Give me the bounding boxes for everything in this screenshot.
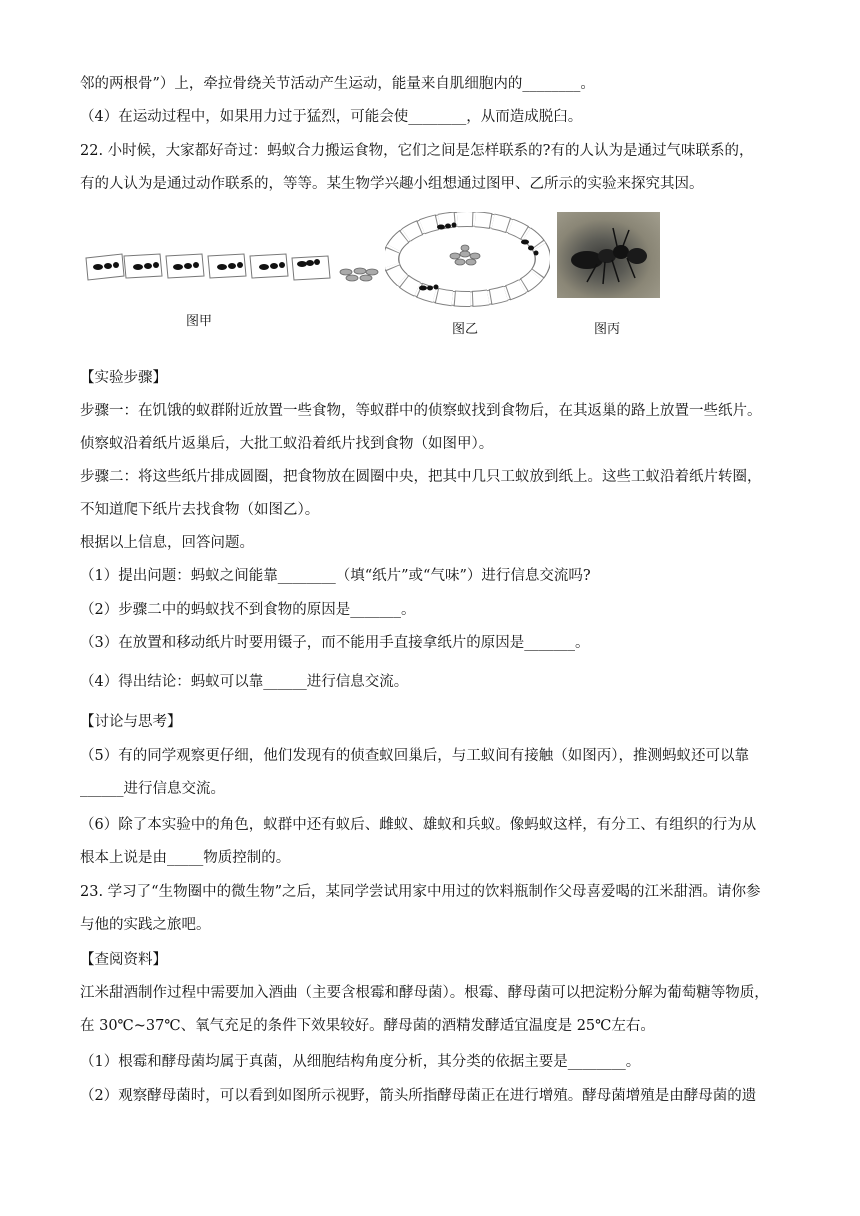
caption-bing: 图丙: [594, 322, 621, 337]
figure-jia: [84, 240, 384, 290]
line-16: ______进行信息交流。: [80, 781, 225, 797]
line-8: 不知道爬下纸片去找食物（如图乙）。: [80, 502, 320, 518]
line-15: （5）有的同学观察更仔细，他们发现有的侦查蚁回巢后，与工蚁间有接触（如图丙），推测蚂蚁还可以靠: [80, 748, 749, 764]
line-5: 步骤一：在饥饿的蚁群附近放置一些食物，等蚁群中的侦察蚁找到食物后，在其返巢的路上放置一些纸片。: [80, 403, 762, 419]
line-12: （3）在放置和移动纸片时要用镊子，而不能用手直接拿纸片的原因是_______。: [80, 635, 590, 651]
line-23: 在 30℃~37℃、氧气充足的条件下效果较好。酵母菌的酒精发酵适宜温度是 25℃左右。: [80, 1018, 655, 1034]
line-3: 有的人认为是通过动作联系的，等等。某生物学兴趣小组想通过图甲、乙所示的实验来探究其因。: [80, 176, 704, 192]
line-11: （2）步骤二中的蚂蚁找不到食物的原因是_______。: [80, 602, 416, 618]
line-6: 侦察蚁沿着纸片返巢后，大批工蚁沿着纸片找到食物（如图甲）。: [80, 436, 494, 452]
line-20: 与他的实践之旅吧。: [80, 917, 211, 933]
line-22: 江米甜酒制作过程中需要加入酒曲（主要含根霉和酵母菌）。根霉、酵母菌可以把淀粉分解为葡萄糖等物质，: [80, 985, 769, 1001]
line-0: 邻的两根骨”）上，牵拉骨绕关节活动产生运动，能量来自肌细胞内的________。: [80, 76, 595, 92]
line-9: 根据以上信息，回答问题。: [80, 535, 254, 551]
figure-bing-photo: [557, 212, 660, 298]
caption-yi: 图乙: [452, 322, 479, 337]
line-7: 步骤二：将这些纸片排成圆圈，把食物放在圆圈中央，把其中几只工蚁放到纸上。这些工蚁沿着纸片转圈，: [80, 469, 762, 485]
line-24: （1）根霉和酵母菌均属于真菌，从细胞结构角度分析，其分类的依据主要是________。: [80, 1054, 641, 1070]
line-19: 23. 学习了“生物圈中的微生物”之后，某同学尝试用家中用过的饮料瓶制作父母喜爱喝的江米甜酒。请你参: [80, 884, 761, 900]
caption-jia: 图甲: [186, 314, 213, 329]
line-1: （4）在运动过程中，如果用力过于猛烈，可能会使________，从而造成脱臼。: [80, 109, 583, 125]
line-4: 【实验步骤】: [80, 370, 167, 386]
line-17: （6）除了本实验中的角色，蚁群中还有蚁后、雌蚁、雄蚁和兵蚁。像蚂蚁这样，有分工、有组织的行为从: [80, 817, 757, 833]
line-13: （4）得出结论：蚂蚁可以靠______进行信息交流。: [80, 674, 409, 690]
line-18: 根本上说是由_____物质控制的。: [80, 850, 291, 866]
figure-yi: [385, 212, 550, 307]
line-21: 【查阅资料】: [80, 952, 167, 968]
line-14: 【讨论与思考】: [80, 714, 182, 730]
line-10: （1）提出问题：蚂蚁之间能靠________（填“纸片”或“气味”）进行信息交流吗?: [80, 568, 591, 584]
line-2: 22. 小时候，大家都好奇过：蚂蚁合力搬运食物，它们之间是怎样联系的?有的人认为是通过气味联系的，: [80, 143, 754, 159]
line-25: （2）观察酵母菌时，可以看到如图所示视野，箭头所指酵母菌正在进行增殖。酵母菌增殖是由酵母菌的遗: [80, 1088, 757, 1104]
